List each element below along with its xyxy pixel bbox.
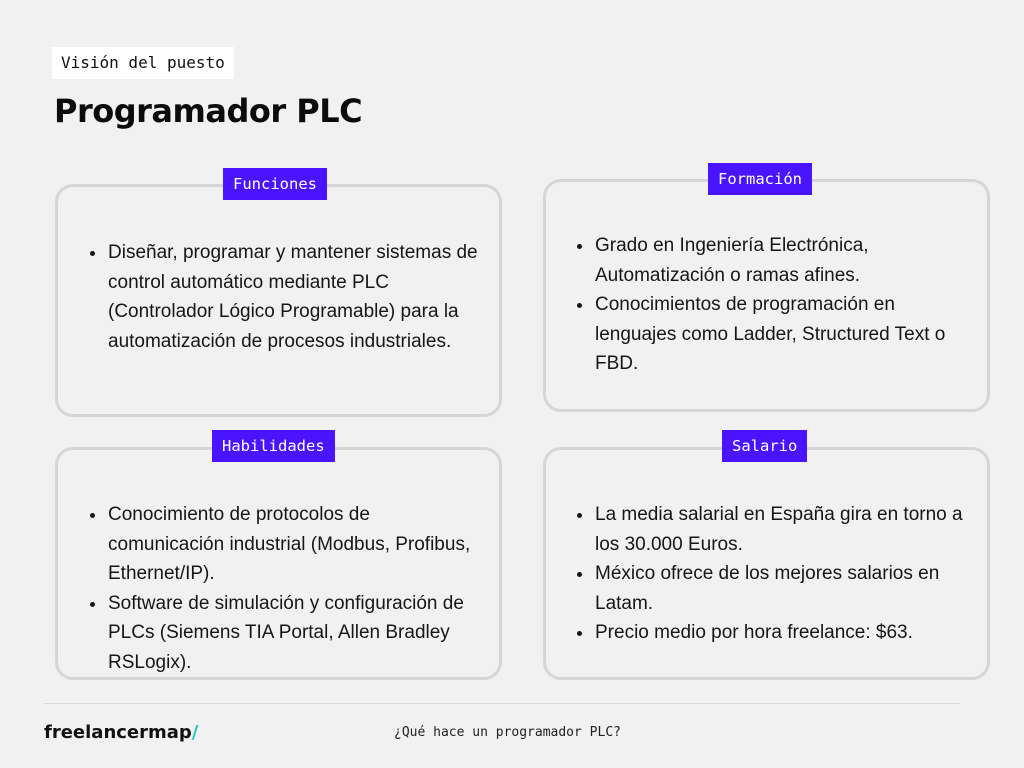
badge-funciones: Funciones (223, 168, 327, 200)
freelancermap-logo[interactable] (44, 722, 198, 743)
list-item: Software de simulación y configuración de PLCs (Siemens TIA Portal, Allen Bradley RSLogix). (90, 589, 485, 678)
footer-caption: ¿Qué hace un programador PLC? (394, 725, 621, 740)
logo-slash: / (191, 722, 199, 743)
list-item: Grado en Ingeniería Electrónica, Automatización o ramas afines. (577, 231, 967, 290)
list-item: México ofrece de los mejores salarios en Latam. (577, 559, 967, 618)
list-formacion (577, 231, 967, 379)
list-habilidades (90, 500, 485, 677)
list-salario (577, 500, 967, 648)
list-item: Precio medio por hora freelance: $63. (577, 618, 967, 648)
list-funciones (90, 238, 485, 356)
list-item: Conocimientos de programación en lenguajes como Ladder, Structured Text o FBD. (577, 290, 967, 379)
badge-salario: Salario (722, 430, 807, 462)
footer-divider (44, 703, 960, 704)
list-item: La media salarial en España gira en torno a los 30.000 Euros. (577, 500, 967, 559)
category-tag: Visión del puesto (52, 47, 234, 79)
badge-formacion: Formación (708, 163, 812, 195)
list-item: Diseñar, programar y mantener sistemas de control automático mediante PLC (Controlador Lógico Programable) para la automatización de procesos industriales. (90, 238, 485, 356)
list-item: Conocimiento de protocolos de comunicación industrial (Modbus, Profibus, Ethernet/IP). (90, 500, 485, 589)
logo-text: freelancermap (44, 722, 192, 743)
page-title: Programador PLC (54, 92, 363, 130)
badge-habilidades: Habilidades (212, 430, 335, 462)
